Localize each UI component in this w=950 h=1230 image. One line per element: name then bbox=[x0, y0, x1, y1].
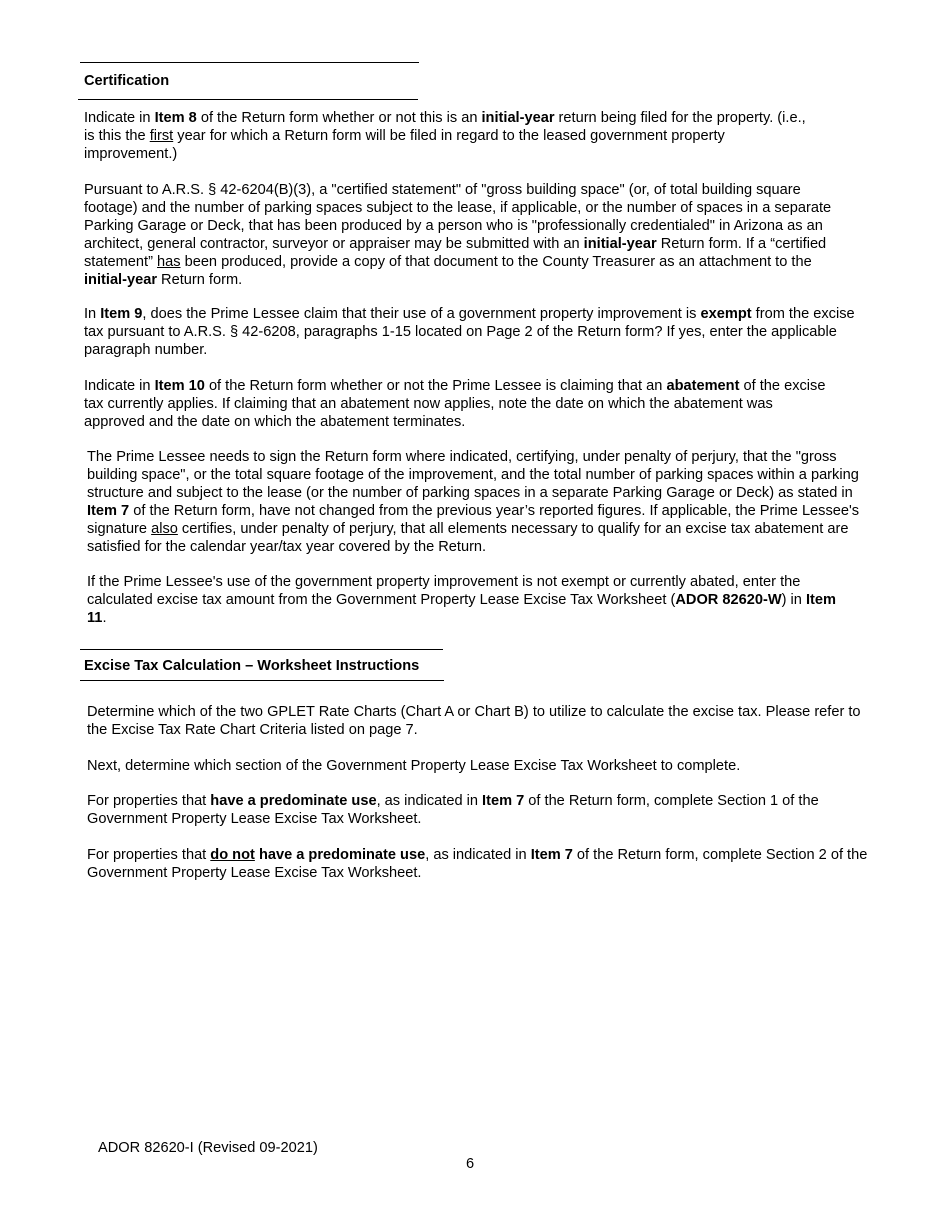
text-run: , does the Prime Lessee claim that their use of a government property improvement is bbox=[142, 306, 701, 322]
text-run: Return form. bbox=[157, 272, 243, 288]
certification-rule-bottom bbox=[78, 99, 418, 100]
text-run: Pursuant to A.R.S. § 42-6204(B)(3), a "certified statement" of "gross building space" (or, of total building square footage) and the number of parking spaces subject to the lease, if applicable, or the number of spaces in a separate Parking Garage or Deck, that has been produced by a person who is "professionally credentialed" in Arizona as an architect, general contractor, surveyor or appraiser may be submitted with an bbox=[84, 182, 832, 252]
certification-heading: Certification bbox=[84, 73, 170, 89]
worksheet-rule-top bbox=[80, 649, 443, 650]
text-run: Item 11 bbox=[87, 592, 836, 626]
text-run: Return form. If a “certified statement” bbox=[84, 236, 827, 270]
text-run: Indicate in bbox=[84, 110, 155, 126]
text-run: abatement bbox=[666, 378, 740, 394]
text-run: Indicate in bbox=[84, 378, 155, 394]
no-predominate-use-paragraph bbox=[87, 846, 877, 882]
certified-statement-paragraph bbox=[84, 181, 839, 289]
text-run: of the Return form whether or not this is an bbox=[196, 110, 482, 126]
text-run: of the excise tax currently applies. If claiming that an abatement now applies, note the date on which the abatement was approved and the date on which the abatement terminates. bbox=[84, 378, 826, 430]
text-run: from the excise tax pursuant to A.R.S. § 42-6208, paragraphs 1-15 located on Page 2 of the Return form? If yes, enter the applicable paragraph number. bbox=[84, 306, 855, 358]
item-11-excise-tax-paragraph bbox=[87, 573, 849, 627]
text-run: of the Return form whether or not the Prime Lessee is claiming that an bbox=[204, 378, 667, 394]
text-run: initial-year bbox=[84, 272, 157, 288]
text-run: If the Prime Lessee's use of the government property improvement is not exempt or currently abated, enter the calculated excise tax amount from the Government Property Lease Excise Tax Worksheet ( bbox=[87, 574, 801, 608]
worksheet-heading: Excise Tax Calculation – Worksheet Instructions bbox=[84, 658, 420, 674]
worksheet-section-paragraph bbox=[87, 757, 867, 775]
text-run: initial-year bbox=[481, 110, 555, 126]
certification-item-8-paragraph bbox=[84, 109, 819, 163]
text-run: initial-year bbox=[583, 236, 657, 252]
text-run: certifies, under penalty of perjury, that all elements necessary to qualify for an excise tax abatement are satisfied for the calendar year/tax year covered by the Return. bbox=[87, 521, 849, 555]
text-run: The Prime Lessee needs to sign the Return form where indicated, certifying, under penalty of perjury, that the "gross building space", or the total square footage of the improvement, and the total number of parking spaces within a parking structure and subject to the lease (or the number of parking spaces in a separate Parking Garage or Deck) as stated in bbox=[87, 449, 859, 501]
text-run: For properties that bbox=[87, 847, 211, 863]
text-run: have a predominate use bbox=[258, 847, 426, 863]
text-run: For properties that bbox=[87, 793, 211, 809]
text-run: do not bbox=[210, 847, 255, 863]
item-10-abatement-paragraph bbox=[84, 377, 826, 431]
text-run: of the Return form, complete Section 2 of the Government Property Lease Excise Tax Worksheet. bbox=[87, 847, 868, 881]
text-run: been produced, provide a copy of that document to the County Treasurer as an attachment to the bbox=[180, 254, 812, 270]
worksheet-rule-bottom bbox=[80, 680, 444, 681]
certification-rule-top bbox=[80, 62, 419, 63]
text-run: of the Return form, have not changed from the previous year’s reported figures. If applicable, the Prime Lessee's signature bbox=[87, 503, 860, 537]
text-run: year for which a Return form will be filed in regard to the leased government property improvement.) bbox=[84, 128, 725, 162]
text-run: In bbox=[84, 306, 101, 322]
text-run: Item 7 bbox=[530, 847, 573, 863]
text-run: , as indicated in bbox=[425, 847, 531, 863]
item-9-exempt-paragraph bbox=[84, 305, 864, 359]
rate-chart-paragraph bbox=[87, 703, 867, 739]
footer-form-id: ADOR 82620-I (Revised 09-2021) bbox=[98, 1140, 318, 1156]
text-run: . bbox=[102, 610, 107, 626]
text-run: have a predominate use bbox=[210, 793, 377, 809]
text-run: return being filed for the property. (i.e., is this the bbox=[84, 110, 806, 144]
text-run: , as indicated in bbox=[376, 793, 483, 809]
text-run: Item 9 bbox=[100, 306, 143, 322]
text-run: exempt bbox=[700, 306, 752, 322]
text-run: first bbox=[149, 128, 174, 144]
text-run: ) in bbox=[781, 592, 806, 608]
predominate-use-paragraph bbox=[87, 792, 872, 828]
text-run: Item 7 bbox=[482, 793, 525, 809]
page-number: 6 bbox=[466, 1156, 475, 1172]
text-run: Item 10 bbox=[154, 378, 205, 394]
text-run: Next, determine which section of the Government Property Lease Excise Tax Worksheet to complete. bbox=[87, 758, 741, 774]
text-run: Determine which of the two GPLET Rate Charts (Chart A or Chart B) to utilize to calculate the excise tax. Please refer to the Excise Tax Rate Chart Criteria listed on page 7. bbox=[87, 704, 861, 738]
text-run: has bbox=[157, 254, 181, 270]
text-run: also bbox=[151, 521, 178, 537]
text-run: Item 7 bbox=[87, 503, 130, 519]
text-run: of the Return form, complete Section 1 of the Government Property Lease Excise Tax Worksheet. bbox=[87, 793, 819, 827]
text-run: ADOR 82620-W bbox=[675, 592, 782, 608]
signature-certification-paragraph bbox=[87, 448, 872, 556]
text-run: Item 8 bbox=[154, 110, 197, 126]
